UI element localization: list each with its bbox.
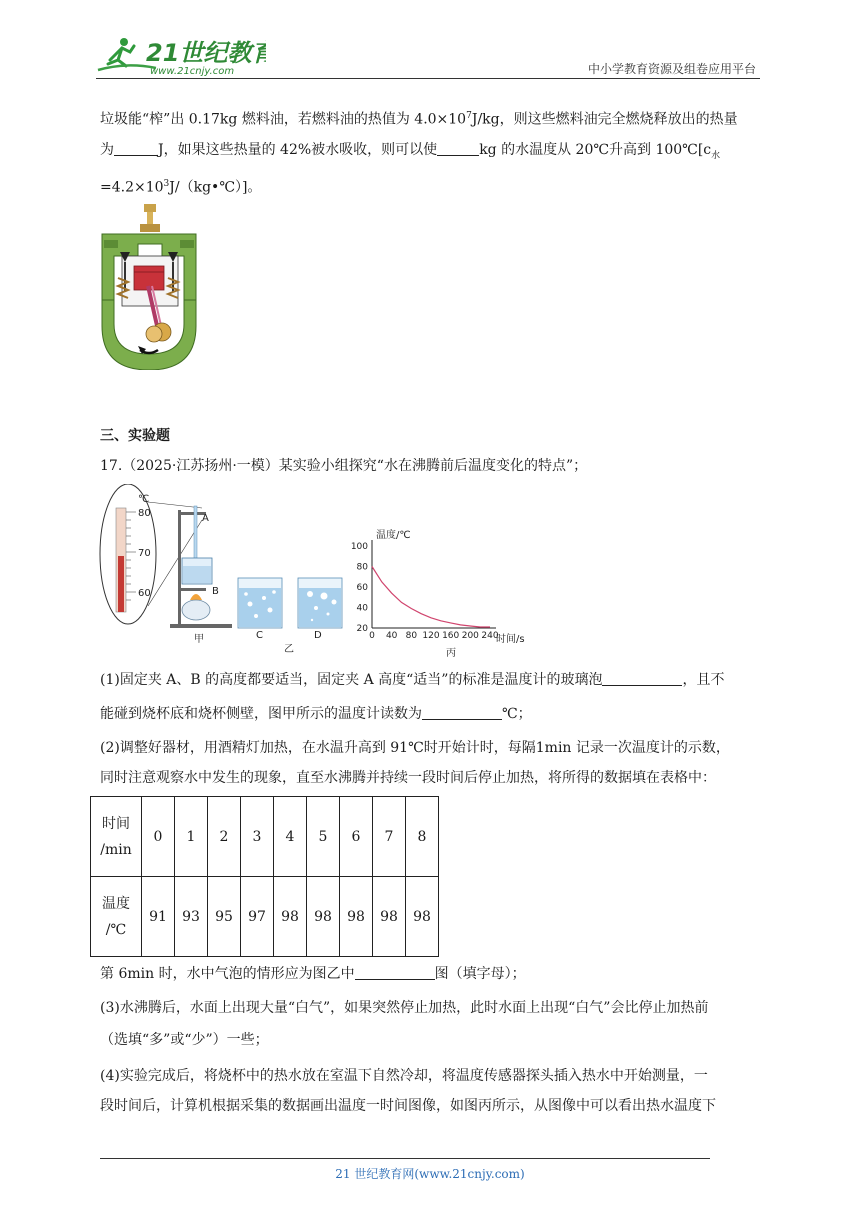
thermo-unit-label: ℃ [138,494,150,505]
table-cell: 3 [241,797,274,877]
chart-x-tick-label: 0 [369,631,375,641]
table-cell: 98 [340,877,373,957]
beaker-c-label: C [256,630,263,641]
chart-x-tick-label: 240 [481,631,499,641]
chart-x-tick-label: 160 [442,631,460,641]
table-cell: 2 [208,797,241,877]
logo-url: www.21cnjy.com [150,66,235,77]
table-cell: 7 [373,797,406,877]
part4-line-2: 段时间后，计算机根据采集的数据画出温度一时间图像，如图丙所示，从图像中可以看出热水温度下 [100,1098,716,1114]
table-cell: 95 [208,877,241,957]
part1-line-2: 能碰到烧杯底和烧杯侧壁，图甲所示的温度计读数为 ℃； [100,706,532,722]
section-title: 三、实验题 [100,428,170,444]
table-cell: 97 [241,877,274,957]
table-head-temp: 温度 /℃ [91,877,142,957]
cooling-chart [340,524,540,658]
thermo-tick-80: 80 [138,508,151,519]
thermo-tick-60: 60 [138,588,151,599]
table-cell: 98 [373,877,406,957]
table-row-temp [91,877,439,957]
answer-blank-heat[interactable] [114,141,158,156]
table-cell: 91 [142,877,175,957]
apparatus-figure [98,484,360,654]
part1-line-1: (1)固定夹 A、B 的高度都要适当，固定夹 A 高度“适当”的标准是温度计的玻璃泡 ，且不 [100,672,725,688]
table-cell: 0 [142,797,175,877]
header-platform-text: 中小学教育资源及组卷应用平台 [587,62,756,76]
answer-blank-bubble[interactable] [355,965,435,980]
q16-line-2: 为 J，如果这些热量的 42%被水吸收，则可以使 kg 的水温度从 20℃升高到 $100℃[c_水$ [100,142,721,161]
table-cell: 8 [406,797,439,877]
chart-y-tick-label: 60 [356,583,368,593]
part3-line-1: (3)水沸腾后，水面上出现大量“白气”，如果突然停止加热，此时水面上出现“白气”会比停止加热前 [100,1000,709,1016]
chart-y-tick-label: 40 [356,603,368,614]
chart-ylabel: 温度/℃ [376,530,411,541]
beaker-c [238,578,282,628]
chart-y-tick-label: 100 [350,542,368,552]
q16-line-3: $=4.2\times 10^3J/(kg•℃)$]。 [100,179,262,196]
header-rule [96,78,760,79]
table-cell: 1 [175,797,208,877]
chart-x-tick-label: 80 [405,631,418,641]
table-row-time [91,797,439,877]
chart-xlabel: 时间/s [496,634,525,645]
table-cell: 98 [274,877,307,957]
table-cell: 4 [274,797,307,877]
table-cell: 5 [307,797,340,877]
caption-yi: 乙 [284,644,294,654]
footer-rule [100,1158,710,1159]
part2-line-2: 同时注意观察水中发生的现象，直至水沸腾并持续一段时间后停止加热，将所得的数据填在表格中： [100,770,716,786]
clamp-b-label: B [212,586,219,597]
chart-x-tick-label: 120 [422,631,440,641]
caption-bing: 丙 [446,648,456,658]
table-cell: 6 [340,797,373,877]
engine-diagram [98,204,200,370]
part2-line-1: (2)调整好器材，用酒精灯加热，在水温升高到 91℃时开始计时，每隔1min 记录一次温度计的示数， [100,740,730,756]
caption-jia: 甲 [194,634,204,645]
chart-x-tick-label: 40 [385,631,398,641]
table-cell: 93 [175,877,208,957]
part4-line-1: (4)实验完成后，将烧杯中的热水放在室温下自然冷却，将温度传感器探头插入热水中开始测量，一 [100,1068,708,1084]
answer-blank-reading[interactable] [422,705,502,720]
part2-line-3: 第 6min 时，水中气泡的情形应为图乙中 图（填字母）； [100,966,526,982]
beaker-d [298,578,342,628]
part3-line-2: （选填“多”或“少”）一些； [100,1032,269,1048]
chart-y-tick-label: 20 [356,624,368,634]
footer-link[interactable]: 21 世纪教育网(www.21cnjy.com) [335,1167,525,1181]
q17-intro: 17.（2025·江苏扬州·一模）某实验小组探究“水在沸腾前后温度变化的特点”； [100,458,588,474]
logo-text: 21世纪教育 [146,39,266,67]
cooling-curve [372,567,490,628]
table-head-time: 时间 /min [91,797,142,877]
q16-line-1: 垃圾能“榨”出 0.17kg 燃料油，若燃料油的热值为 $4.0\times 10^7J/kg$，则这些燃料油完全燃烧释放出的热量 [100,111,738,128]
clamp-a-label: A [202,513,209,524]
chart-x-tick-label: 200 [461,631,479,641]
answer-blank-mass[interactable] [437,141,479,156]
chart-y-tick-label: 80 [356,562,368,573]
table-cell: 98 [406,877,439,957]
thermo-tick-70: 70 [138,548,151,559]
answer-blank-bulb[interactable] [602,671,682,686]
table-cell: 98 [307,877,340,957]
beaker-d-label: D [314,630,322,641]
header-logo [96,34,266,78]
data-table [90,796,439,957]
